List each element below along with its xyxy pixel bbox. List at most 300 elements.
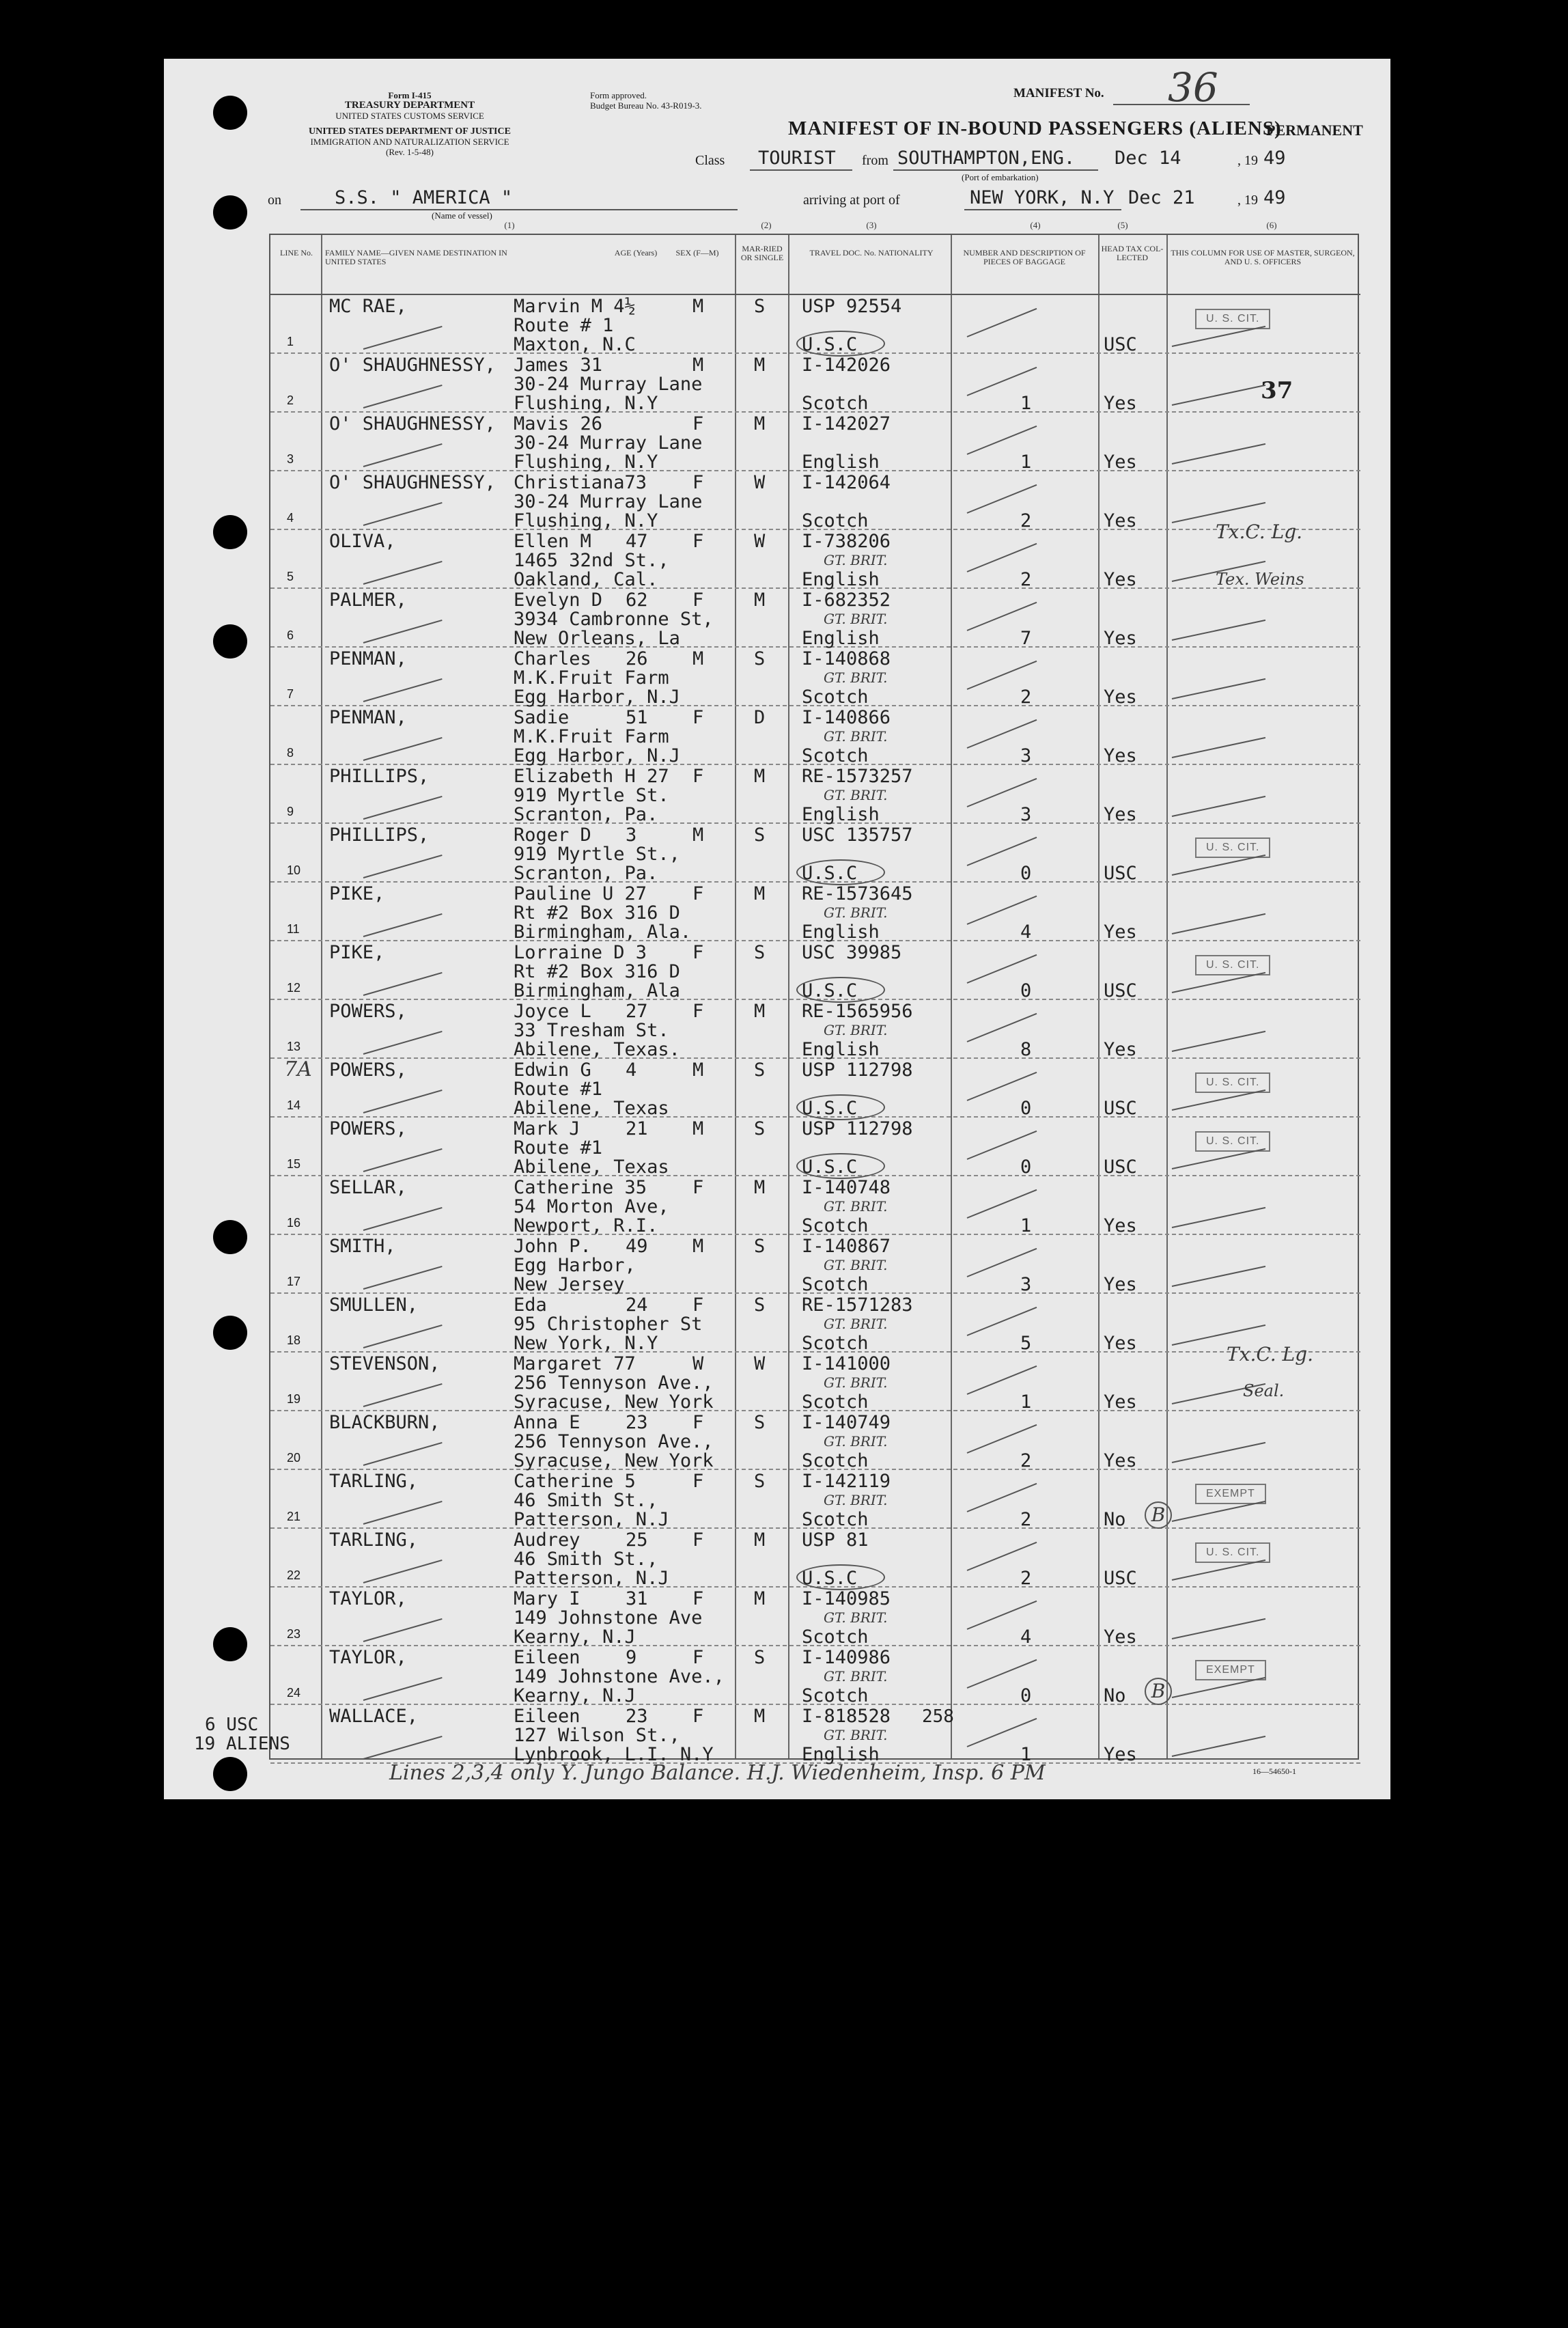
address-street: 33 Tresham St.: [514, 1020, 669, 1041]
tick-mark: [967, 1424, 1037, 1454]
col-header-head-tax: HEAD TAX COL-LECTED: [1101, 244, 1164, 262]
marital-status: S: [754, 1471, 766, 1492]
treasury-dept: TREASURY DEPARTMENT: [344, 100, 475, 111]
tick-mark: [1172, 1442, 1265, 1463]
given-name: Eileen: [514, 1706, 580, 1727]
tick-mark: [1172, 678, 1265, 699]
given-name: Catherine 35: [514, 1177, 647, 1198]
col-header-officers: THIS COLUMN FOR USE OF MASTER, SURGEON, AND U. S. OFFICERS: [1171, 248, 1355, 266]
address-city: Kearny, N.J: [514, 1685, 636, 1706]
nationality: Scotch: [802, 745, 869, 766]
officer-stamp: EXEMPT: [1195, 1660, 1266, 1680]
tick-mark: [363, 796, 443, 820]
tick-mark: [363, 1383, 443, 1407]
given-name: Evelyn D: [514, 590, 603, 611]
arrival-port-line: [964, 209, 1121, 210]
tick-mark: [363, 1677, 443, 1701]
given-name: Marvin M 4½: [514, 296, 636, 317]
line-number: 11: [287, 922, 300, 936]
family-name: MC RAE,: [329, 296, 407, 317]
address-street: 95 Christopher St: [514, 1314, 703, 1335]
address-street: Rt #2 Box 316 D: [514, 961, 680, 982]
line-number: 16: [287, 1216, 301, 1230]
table-row: [270, 883, 1360, 941]
nationality: Scotch: [802, 1391, 869, 1413]
given-name: Margaret 77: [514, 1353, 636, 1374]
tick-mark: [967, 1307, 1037, 1336]
tick-mark: [363, 678, 443, 702]
given-name: Eileen: [514, 1647, 580, 1668]
tick-mark: [363, 1207, 443, 1231]
sex: W: [692, 1353, 704, 1374]
head-tax: Yes: [1104, 1215, 1137, 1236]
from-line: [893, 169, 1098, 171]
form-approved-block: [590, 90, 702, 111]
col-header-travel-doc: TRAVEL DOC. No. NATIONALITY: [809, 248, 934, 258]
address-city: Abilene, Texas: [514, 1098, 669, 1119]
binder-hole: [213, 624, 247, 659]
line-number: 22: [287, 1568, 301, 1582]
budget-bureau: Budget Bureau No. 43-R019-3.: [590, 100, 702, 111]
address-city: Oakland, Cal.: [514, 569, 658, 590]
marital-status: S: [754, 296, 766, 317]
travel-doc-number: I-140867: [802, 1236, 891, 1257]
head-tax: USC: [1104, 1098, 1137, 1119]
nationality: U.S.C: [802, 334, 858, 355]
baggage-count: 7: [1020, 628, 1032, 649]
travel-doc-number: I-142064: [802, 472, 891, 493]
baggage-count: 2: [1020, 569, 1032, 590]
sex: M: [692, 355, 704, 376]
sex: F: [692, 707, 704, 728]
nationality: English: [802, 452, 880, 473]
family-name: SMULLEN,: [329, 1294, 419, 1316]
travel-doc-number: I-738206: [802, 531, 891, 552]
tick-mark: [967, 484, 1037, 514]
vessel-caption: (Name of vessel): [432, 210, 492, 221]
tick-mark: [967, 778, 1037, 807]
head-tax: Yes: [1104, 393, 1137, 414]
table-row: [270, 706, 1360, 765]
table-row: [270, 765, 1360, 824]
given-name: Mark J: [514, 1118, 580, 1139]
age: 4: [626, 1059, 637, 1081]
depart-year: 49: [1263, 148, 1286, 169]
given-name: Pauline U 27: [514, 883, 647, 904]
given-name: Christiana73: [514, 472, 647, 493]
arrival-port: NEW YORK, N.Y: [970, 187, 1115, 208]
baggage-count: 0: [1020, 863, 1032, 884]
column-number: (5): [1117, 220, 1128, 230]
family-name: STEVENSON,: [329, 1353, 440, 1374]
nationality-correction: GT. BRIT.: [824, 787, 888, 803]
table-row: [270, 1588, 1360, 1646]
tick-mark: [967, 1659, 1037, 1689]
address-street: Route #1: [514, 1079, 603, 1100]
head-tax: Yes: [1104, 1626, 1137, 1648]
nationality-correction: GT. BRIT.: [824, 1316, 888, 1332]
tick-mark: [363, 326, 443, 350]
age: 23: [626, 1706, 648, 1727]
tick-mark: [1172, 1736, 1265, 1757]
address-city: Flushing, N.Y: [514, 393, 658, 414]
head-tax: Yes: [1104, 628, 1137, 649]
tick-mark: [363, 1736, 443, 1760]
address-city: New Orleans, La: [514, 628, 680, 649]
arrival-year: 49: [1263, 187, 1286, 208]
address-street: 46 Smith St.,: [514, 1549, 658, 1570]
address-street: M.K.Fruit Farm: [514, 667, 669, 689]
travel-doc-number: USP 112798: [802, 1118, 913, 1139]
officer-stamp: U. S. CIT.: [1195, 309, 1270, 329]
travel-doc-number: I-140749: [802, 1412, 891, 1433]
port-embarkation-caption: (Port of embarkation): [962, 172, 1039, 182]
table-row: [270, 1353, 1360, 1411]
address-city: Egg Harbor, N.J: [514, 687, 680, 708]
tick-mark: [363, 1618, 443, 1642]
travel-doc-number: I-142119: [802, 1471, 891, 1492]
tick-mark: [967, 719, 1037, 749]
tick-mark: [967, 1718, 1037, 1747]
binder-hole: [213, 96, 247, 130]
address-street: Route #1: [514, 1137, 603, 1159]
line-number: 3: [287, 452, 294, 466]
baggage-count: 3: [1020, 745, 1032, 766]
address-city: Birmingham, Ala: [514, 980, 680, 1001]
head-tax: USC: [1104, 1568, 1137, 1589]
head-tax: Yes: [1104, 1039, 1137, 1060]
marital-status: W: [754, 531, 766, 552]
citizen-circle: [796, 331, 885, 357]
address-city: Scranton, Pa.: [514, 863, 658, 884]
address-city: Abilene, Texas: [514, 1156, 669, 1178]
tick-mark: [967, 661, 1037, 690]
baggage-count: 0: [1020, 1685, 1032, 1706]
baggage-count: 1: [1020, 452, 1032, 473]
marital-status: M: [754, 1177, 766, 1198]
family-name: PIKE,: [329, 942, 385, 963]
tick-mark: [1172, 1266, 1265, 1287]
sex: F: [692, 1529, 704, 1551]
nationality: English: [802, 569, 880, 590]
marital-status: M: [754, 1001, 766, 1022]
line-number: 1: [287, 335, 294, 348]
table-row: [270, 941, 1360, 1000]
line-number: 4: [287, 511, 294, 525]
doc-correction: 258: [922, 1706, 954, 1727]
table-row: [270, 1529, 1360, 1588]
sex: F: [692, 766, 704, 787]
head-tax: Yes: [1104, 569, 1137, 590]
baggage-count: 2: [1020, 1450, 1032, 1471]
tick-mark: [363, 1442, 443, 1466]
nationality: English: [802, 804, 880, 825]
line-number: 14: [287, 1098, 301, 1112]
marital-status: M: [754, 1588, 766, 1609]
binder-hole: [213, 1627, 247, 1661]
nationality: English: [802, 628, 880, 649]
baggage-count: 0: [1020, 1156, 1032, 1178]
marital-status: S: [754, 648, 766, 669]
nationality: Scotch: [802, 1274, 869, 1295]
nationality: Scotch: [802, 1509, 869, 1530]
head-tax: Yes: [1104, 922, 1137, 943]
sex: F: [692, 413, 704, 434]
exempt-marker: B: [1145, 1501, 1172, 1529]
sex: F: [692, 1412, 704, 1433]
line-number: 13: [287, 1040, 301, 1053]
table-row: [270, 648, 1360, 706]
citizen-circle: [796, 1564, 885, 1590]
age: 47: [626, 531, 648, 552]
travel-doc-number: I-140866: [802, 707, 891, 728]
age: 26: [626, 648, 648, 669]
manifest-title: MANIFEST OF IN-BOUND PASSENGERS (ALIENS): [788, 117, 1282, 139]
travel-doc-number: I-818528: [802, 1706, 891, 1727]
col-header-sex: SEX (F—M): [675, 248, 719, 258]
line-number: 9: [287, 805, 294, 818]
tick-mark: [967, 1072, 1037, 1101]
given-name: Eda: [514, 1294, 547, 1316]
tick-mark: [967, 1189, 1037, 1219]
address-city: Scranton, Pa.: [514, 804, 658, 825]
address-street: 127 Wilson St.,: [514, 1725, 680, 1746]
col-header-name: FAMILY NAME—GIVEN NAME DESTINATION IN UNITED STATES: [325, 248, 507, 266]
baggage-count: 2: [1020, 1568, 1032, 1589]
travel-doc-number: USP 81: [802, 1529, 869, 1551]
family-name: PHILLIPS,: [329, 824, 430, 846]
tick-mark: [967, 1542, 1037, 1571]
head-tax: USC: [1104, 1156, 1137, 1178]
address-city: Egg Harbor, N.J: [514, 745, 680, 766]
marital-status: M: [754, 766, 766, 787]
col-header-baggage: NUMBER AND DESCRIPTION OF PIECES OF BAGGAGE: [963, 248, 1086, 266]
baggage-count: 1: [1020, 1744, 1032, 1765]
manifest-page-number: 37: [1261, 377, 1293, 404]
marital-status: W: [754, 1353, 766, 1374]
baggage-count: 2: [1020, 1509, 1032, 1530]
tick-mark: [363, 1501, 443, 1525]
tick-mark: [967, 837, 1037, 866]
sex: F: [692, 1588, 704, 1609]
tick-mark: [1172, 796, 1265, 817]
sex: F: [692, 1647, 704, 1668]
baggage-count: 8: [1020, 1039, 1032, 1060]
arrival-year-prefix: , 19: [1237, 193, 1258, 208]
marital-status: S: [754, 1059, 766, 1081]
travel-doc-number: I-140986: [802, 1647, 891, 1668]
sex: M: [692, 296, 704, 317]
head-tax: USC: [1104, 863, 1137, 884]
sex: M: [692, 1059, 704, 1081]
citizen-circle: [796, 977, 885, 1003]
nationality-correction: GT. BRIT.: [824, 728, 888, 745]
head-tax: USC: [1104, 334, 1137, 355]
nationality-correction: GT. BRIT.: [824, 904, 888, 921]
given-name: Charles: [514, 648, 591, 669]
nationality-correction: GT. BRIT.: [824, 669, 888, 686]
baggage-count: 5: [1020, 1333, 1032, 1354]
head-tax: No: [1104, 1685, 1126, 1706]
address-city: Maxton, N.C: [514, 334, 636, 355]
given-name: Edwin G: [514, 1059, 591, 1081]
sex: M: [692, 1118, 704, 1139]
address-city: Lynbrook, L.I. N.Y: [514, 1744, 714, 1765]
table-row: [270, 589, 1360, 648]
tick-mark: [363, 1325, 443, 1348]
family-name: O' SHAUGHNESSY,: [329, 413, 496, 434]
address-street: M.K.Fruit Farm: [514, 726, 669, 747]
address-city: Syracuse, New York: [514, 1450, 714, 1471]
marital-status: D: [754, 707, 766, 728]
tick-mark: [363, 1266, 443, 1290]
class-label: Class: [695, 153, 725, 168]
officer-stamp: U. S. CIT.: [1195, 1542, 1270, 1563]
address-street: 30-24 Murray Lane: [514, 432, 703, 454]
nationality: U.S.C: [802, 980, 858, 1001]
sex: F: [692, 942, 704, 963]
tick-mark: [1172, 385, 1265, 406]
table-row: [270, 354, 1360, 413]
head-tax: Yes: [1104, 1333, 1137, 1354]
nationality: U.S.C: [802, 1156, 858, 1178]
line-number: 5: [287, 570, 294, 583]
age: 62: [626, 590, 648, 611]
address-city: Flushing, N.Y: [514, 452, 658, 473]
given-name: Ellen M: [514, 531, 591, 552]
baggage-count: 3: [1020, 1274, 1032, 1295]
address-city: Syracuse, New York: [514, 1391, 714, 1413]
nationality: English: [802, 922, 880, 943]
line-number: 15: [287, 1157, 301, 1171]
justice-dept: UNITED STATES DEPARTMENT OF JUSTICE: [309, 126, 511, 137]
age: 51: [626, 707, 648, 728]
family-name: OLIVA,: [329, 531, 396, 552]
tick-mark: [1172, 443, 1265, 465]
tick-mark: [363, 1148, 443, 1172]
baggage-count: 0: [1020, 1098, 1032, 1119]
baggage-count: 4: [1020, 1626, 1032, 1648]
tick-mark: [1172, 1031, 1265, 1052]
family-name: PIKE,: [329, 883, 385, 904]
sex: F: [692, 1471, 704, 1492]
table-row: [270, 1176, 1360, 1235]
tick-mark: [363, 855, 443, 878]
given-name: Joyce L: [514, 1001, 591, 1022]
travel-doc-number: USP 92554: [802, 296, 902, 317]
side-note: Tex. Weins: [1216, 570, 1304, 589]
family-name: PENMAN,: [329, 707, 407, 728]
age: 3: [626, 824, 637, 846]
sex: F: [692, 531, 704, 552]
tick-mark: [967, 543, 1037, 572]
table-row: [270, 1118, 1360, 1176]
travel-doc-number: USP 112798: [802, 1059, 913, 1081]
nationality: Scotch: [802, 1626, 869, 1648]
given-name: Catherine 5: [514, 1471, 636, 1492]
tick-mark: [1172, 913, 1265, 934]
officer-stamp: U. S. CIT.: [1195, 837, 1270, 858]
travel-doc-number: RE-1565956: [802, 1001, 913, 1022]
address-street: 30-24 Murray Lane: [514, 374, 703, 395]
tick-mark: [363, 913, 443, 937]
manifest-no: 36: [1168, 64, 1218, 111]
nationality-correction: GT. BRIT.: [824, 1727, 888, 1743]
table-row: [270, 1411, 1360, 1470]
travel-doc-number: I-142027: [802, 413, 891, 434]
tick-mark: [967, 896, 1037, 925]
table-row: [270, 1294, 1360, 1353]
binder-hole: [213, 1757, 247, 1791]
tick-mark: [363, 1560, 443, 1583]
officer-stamp: EXEMPT: [1195, 1484, 1266, 1504]
passenger-table: [269, 220, 1359, 1765]
age: 9: [626, 1647, 637, 1668]
line-number: 10: [287, 863, 301, 877]
nationality: Scotch: [802, 1450, 869, 1471]
head-tax: Yes: [1104, 1391, 1137, 1413]
address-city: Newport, R.I.: [514, 1215, 658, 1236]
sex: F: [692, 1706, 704, 1727]
line-number: 21: [287, 1510, 301, 1523]
head-tax: Yes: [1104, 687, 1137, 708]
address-street: 919 Myrtle St.,: [514, 844, 680, 865]
binder-hole: [213, 195, 247, 230]
side-note: Tx.C. Lg.: [1216, 521, 1303, 543]
table-row: [270, 471, 1360, 530]
address-street: 256 Tennyson Ave.,: [514, 1372, 714, 1394]
marital-status: M: [754, 883, 766, 904]
tick-mark: [967, 1131, 1037, 1160]
baggage-count: 0: [1020, 980, 1032, 1001]
address-street: Rt #2 Box 316 D: [514, 902, 680, 924]
from-label: from: [862, 153, 888, 168]
travel-doc-number: I-682352: [802, 590, 891, 611]
address-street: 149 Johnstone Ave.,: [514, 1666, 725, 1687]
nationality: Scotch: [802, 510, 869, 531]
marital-status: M: [754, 413, 766, 434]
address-street: 3934 Cambronne St,: [514, 609, 714, 630]
family-name: PALMER,: [329, 590, 407, 611]
nationality-correction: GT. BRIT.: [824, 1022, 888, 1038]
given-name: Lorraine D 3: [514, 942, 647, 963]
given-name: Elizabeth H 27: [514, 766, 669, 787]
manifest-page: [164, 59, 1390, 1799]
given-name: Sadie: [514, 707, 570, 728]
sex: F: [692, 1001, 704, 1022]
head-tax: Yes: [1104, 1274, 1137, 1295]
address-street: 30-24 Murray Lane: [514, 491, 703, 512]
tick-mark: [967, 1248, 1037, 1277]
vessel-name: S.S. " AMERICA ": [335, 187, 513, 208]
age: 24: [626, 1294, 648, 1316]
head-tax: USC: [1104, 980, 1137, 1001]
nationality: English: [802, 1039, 880, 1060]
binder-hole: [213, 1316, 247, 1350]
nationality-correction: GT. BRIT.: [824, 1433, 888, 1450]
nationality: Scotch: [802, 1333, 869, 1354]
address-city: Kearny, N.J: [514, 1626, 636, 1648]
column-number: (6): [1266, 220, 1277, 230]
arriving-label: arriving at port of: [803, 193, 900, 208]
given-name: Mary I: [514, 1588, 580, 1609]
from-value: SOUTHAMPTON,ENG.: [897, 148, 1076, 169]
address-city: Patterson, N.J: [514, 1568, 669, 1589]
table-row: [270, 295, 1360, 354]
nationality-correction: GT. BRIT.: [824, 1609, 888, 1626]
age: 25: [626, 1529, 648, 1551]
family-name: PHILLIPS,: [329, 766, 430, 787]
